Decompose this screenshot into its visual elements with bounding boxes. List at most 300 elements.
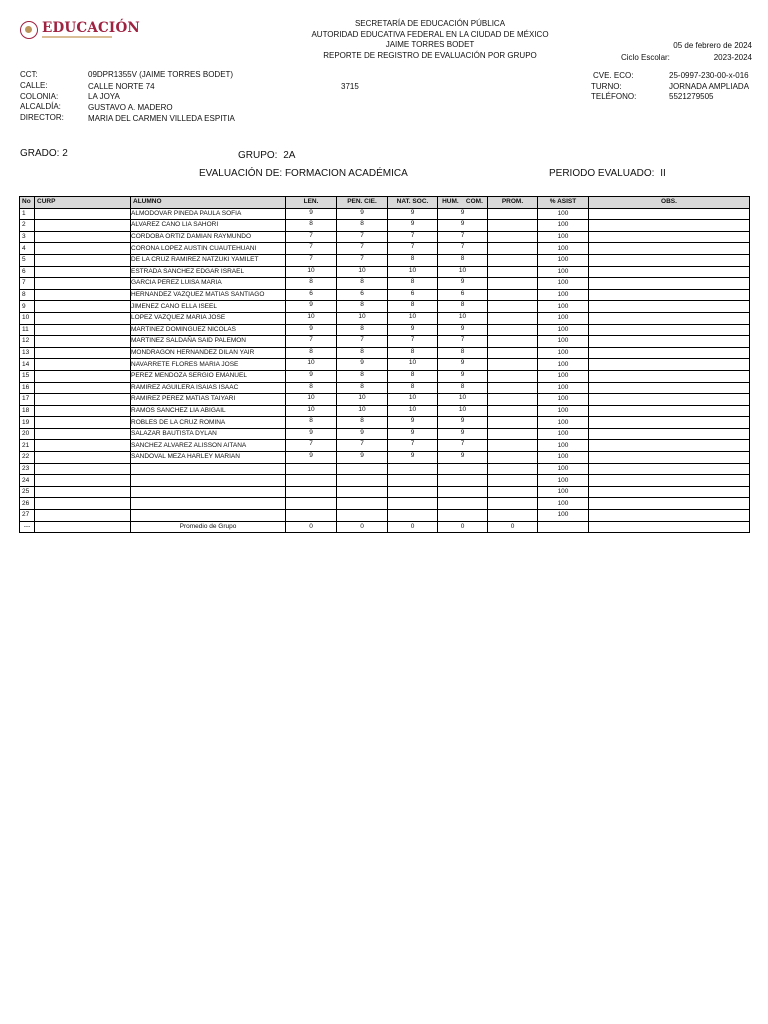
table-row: [20, 278, 750, 290]
evaluacion-value: FORMACION ACADÉMICA: [284, 168, 408, 179]
row-nat: 7: [388, 440, 438, 452]
row-len: [286, 475, 337, 487]
row-pen: 10: [337, 266, 388, 278]
row-len: 10: [286, 359, 337, 371]
table-row: [20, 359, 750, 371]
row-prom: [488, 394, 538, 406]
street-number: 3715: [341, 82, 359, 91]
table-row: [20, 510, 750, 522]
row-asist: 100: [538, 394, 589, 406]
row-asist: 100: [538, 417, 589, 429]
row-nat: 9: [388, 208, 438, 220]
row-hum: 10: [438, 394, 488, 406]
ciclo-label: Ciclo Escolar:: [621, 53, 670, 62]
col-len: LEN.: [286, 197, 337, 209]
row-curp: [35, 347, 131, 359]
row-no: 6: [20, 266, 35, 278]
row-pen: [337, 486, 388, 498]
row-obs: [589, 254, 750, 266]
row-hum: [438, 510, 488, 522]
row-asist: 100: [538, 220, 589, 232]
row-asist: 100: [538, 312, 589, 324]
row-alumno: ALMODOVAR PINEDA PAULA SOFIA: [131, 208, 286, 220]
row-hum: 8: [438, 382, 488, 394]
grupo-value: 2A: [283, 150, 296, 161]
table-row: [20, 463, 750, 475]
row-prom: [488, 301, 538, 313]
table-row: [20, 336, 750, 348]
grado-value: 2: [62, 148, 68, 159]
row-alumno: [131, 475, 286, 487]
row-asist: 100: [538, 510, 589, 522]
row-asist: 100: [538, 359, 589, 371]
row-len: 8: [286, 220, 337, 232]
row-prom: [488, 254, 538, 266]
row-obs: [589, 394, 750, 406]
colonia-value: LA JOYA: [88, 92, 120, 101]
cve-value: 25-0997-230-00-x-016: [669, 71, 749, 80]
alcaldia-value: GUSTAVO A. MADERO: [88, 103, 173, 112]
row-curp: [35, 336, 131, 348]
row-nat: 10: [388, 359, 438, 371]
row-no: 3: [20, 231, 35, 243]
row-curp: [35, 231, 131, 243]
row-no: 13: [20, 347, 35, 359]
footer-len: 0: [286, 521, 337, 533]
row-obs: [589, 289, 750, 301]
row-pen: 8: [337, 278, 388, 290]
row-hum: [438, 486, 488, 498]
row-pen: 7: [337, 254, 388, 266]
row-alumno: MARTINEZ DOMINGUEZ NICOLAS: [131, 324, 286, 336]
row-len: 8: [286, 278, 337, 290]
row-asist: 100: [538, 440, 589, 452]
row-curp: [35, 405, 131, 417]
row-asist: 100: [538, 324, 589, 336]
row-nat: 8: [388, 301, 438, 313]
row-len: 7: [286, 336, 337, 348]
header-line-3: JAIME TORRES BODET: [385, 40, 475, 49]
footer-label: Promedio de Grupo: [131, 521, 286, 533]
row-len: 9: [286, 208, 337, 220]
row-nat: 8: [388, 370, 438, 382]
director-value: MARIA DEL CARMEN VILLEDA ESPITIA: [88, 114, 235, 123]
row-curp: [35, 452, 131, 464]
row-asist: 100: [538, 475, 589, 487]
row-curp: [35, 486, 131, 498]
table-row: [20, 312, 750, 324]
footer-curp: [35, 521, 131, 533]
row-len: 8: [286, 382, 337, 394]
cct-value: 09DPR1355V (JAIME TORRES BODET): [88, 70, 234, 79]
row-curp: [35, 301, 131, 313]
table-row: [20, 301, 750, 313]
row-prom: [488, 463, 538, 475]
sep-logo: [20, 20, 140, 42]
row-curp: [35, 510, 131, 522]
row-no: 26: [20, 498, 35, 510]
cct-label: CCT:: [20, 70, 38, 79]
row-obs: [589, 475, 750, 487]
row-nat: 9: [388, 324, 438, 336]
ciclo-value: 2023-2024: [713, 53, 752, 62]
table-row: [20, 289, 750, 301]
row-prom: [488, 278, 538, 290]
header-line-1: SECRETARÍA DE EDUCACIÓN PÚBLICA: [354, 19, 506, 28]
row-no: 19: [20, 417, 35, 429]
row-asist: 100: [538, 428, 589, 440]
logo-underline: [42, 36, 112, 38]
row-alumno: CORONA LOPEZ AUSTIN CUAUTEHUANI: [131, 243, 286, 255]
row-asist: 100: [538, 382, 589, 394]
row-hum: 7: [438, 336, 488, 348]
row-alumno: JIMENEZ CANO ELLA ISEEL: [131, 301, 286, 313]
row-nat: 8: [388, 347, 438, 359]
row-pen: 8: [337, 301, 388, 313]
periodo-value: II: [660, 168, 666, 179]
row-alumno: SALAZAR BAUTISTA DYLAN: [131, 428, 286, 440]
col-prom: PROM.: [488, 197, 538, 209]
row-alumno: MONDRAGON HERNANDEZ DILAN YAIR: [131, 347, 286, 359]
row-pen: 9: [337, 208, 388, 220]
row-asist: 100: [538, 301, 589, 313]
row-no: 23: [20, 463, 35, 475]
row-no: 21: [20, 440, 35, 452]
row-obs: [589, 417, 750, 429]
row-obs: [589, 359, 750, 371]
row-prom: [488, 405, 538, 417]
row-no: 20: [20, 428, 35, 440]
row-len: [286, 498, 337, 510]
row-pen: 9: [337, 359, 388, 371]
row-pen: 7: [337, 440, 388, 452]
row-asist: 100: [538, 370, 589, 382]
row-no: 16: [20, 382, 35, 394]
row-hum: 9: [438, 370, 488, 382]
evaluacion-info: [199, 168, 408, 179]
row-nat: 9: [388, 220, 438, 232]
row-len: 6: [286, 289, 337, 301]
row-nat: 7: [388, 336, 438, 348]
row-no: 17: [20, 394, 35, 406]
row-hum: 10: [438, 266, 488, 278]
table-row: [20, 220, 750, 232]
row-alumno: PEREZ MENDOZA SERGIO EMANUEL: [131, 370, 286, 382]
row-prom: [488, 498, 538, 510]
row-alumno: [131, 463, 286, 475]
row-no: 4: [20, 243, 35, 255]
row-pen: 6: [337, 289, 388, 301]
table-header-row: [20, 197, 750, 209]
row-prom: [488, 475, 538, 487]
row-asist: 100: [538, 405, 589, 417]
row-nat: 9: [388, 452, 438, 464]
calle-value: CALLE NORTE 74: [88, 82, 155, 91]
row-nat: 7: [388, 243, 438, 255]
row-pen: 8: [337, 324, 388, 336]
row-alumno: LOPEZ VAZQUEZ MARIA JOSE: [131, 312, 286, 324]
row-hum: 9: [438, 324, 488, 336]
row-len: 8: [286, 347, 337, 359]
row-len: 7: [286, 243, 337, 255]
row-prom: [488, 289, 538, 301]
row-curp: [35, 498, 131, 510]
row-prom: [488, 208, 538, 220]
turno-label: TURNO:: [591, 82, 622, 91]
row-hum: 10: [438, 312, 488, 324]
row-curp: [35, 394, 131, 406]
table-row: [20, 452, 750, 464]
row-no: 12: [20, 336, 35, 348]
row-no: 7: [20, 278, 35, 290]
table-row: [20, 417, 750, 429]
row-pen: 10: [337, 312, 388, 324]
row-alumno: SANDOVAL MEZA HARLEY MARIAN: [131, 452, 286, 464]
col-nat-soc: NAT. SOC.: [388, 197, 438, 209]
row-obs: [589, 382, 750, 394]
footer-obs: [589, 521, 750, 533]
row-no: 5: [20, 254, 35, 266]
row-len: 10: [286, 394, 337, 406]
col-no: No: [20, 197, 35, 209]
row-len: 9: [286, 324, 337, 336]
footer-asist: [538, 521, 589, 533]
row-pen: 10: [337, 405, 388, 417]
row-asist: 100: [538, 231, 589, 243]
table-row: [20, 208, 750, 220]
row-pen: 8: [337, 382, 388, 394]
row-pen: 8: [337, 370, 388, 382]
table-row: [20, 254, 750, 266]
row-no: 25: [20, 486, 35, 498]
row-pen: [337, 498, 388, 510]
logo-text: EDUCACIÓN: [42, 20, 140, 36]
row-no: 1: [20, 208, 35, 220]
row-obs: [589, 220, 750, 232]
row-nat: [388, 486, 438, 498]
row-obs: [589, 336, 750, 348]
row-pen: 8: [337, 347, 388, 359]
telefono-value: 5521279505: [669, 92, 714, 101]
row-hum: 9: [438, 417, 488, 429]
row-hum: [438, 475, 488, 487]
row-pen: 9: [337, 428, 388, 440]
seal-icon: [20, 21, 38, 39]
col-obs: OBS.: [589, 197, 750, 209]
row-nat: 9: [388, 428, 438, 440]
row-no: 27: [20, 510, 35, 522]
row-alumno: MARTINEZ SALDAÑA SAID PALEMON: [131, 336, 286, 348]
row-nat: 7: [388, 231, 438, 243]
row-nat: 10: [388, 266, 438, 278]
col-hum-com: HUM. COM.: [438, 197, 488, 209]
row-len: 10: [286, 266, 337, 278]
row-no: 15: [20, 370, 35, 382]
row-obs: [589, 324, 750, 336]
telefono-label: TELÉFONO:: [591, 92, 637, 101]
row-prom: [488, 359, 538, 371]
row-prom: [488, 440, 538, 452]
row-asist: 100: [538, 336, 589, 348]
row-len: 9: [286, 301, 337, 313]
grado-info: [20, 148, 68, 159]
row-curp: [35, 312, 131, 324]
row-prom: [488, 336, 538, 348]
row-curp: [35, 278, 131, 290]
row-nat: 9: [388, 417, 438, 429]
row-no: 22: [20, 452, 35, 464]
row-alumno: ROBLES DE LA CRUZ ROMINA: [131, 417, 286, 429]
row-prom: [488, 452, 538, 464]
row-asist: 100: [538, 243, 589, 255]
row-alumno: RAMIREZ PEREZ MATIAS TAIYARI: [131, 394, 286, 406]
row-alumno: ESTRADA SANCHEZ EDGAR ISRAEL: [131, 266, 286, 278]
colonia-label: COLONIA:: [20, 92, 59, 101]
row-curp: [35, 220, 131, 232]
row-len: 10: [286, 405, 337, 417]
table-row: [20, 266, 750, 278]
row-pen: 10: [337, 394, 388, 406]
row-prom: [488, 370, 538, 382]
row-obs: [589, 498, 750, 510]
row-asist: 100: [538, 289, 589, 301]
row-nat: 10: [388, 405, 438, 417]
row-len: 8: [286, 417, 337, 429]
row-curp: [35, 359, 131, 371]
row-no: 18: [20, 405, 35, 417]
row-prom: [488, 347, 538, 359]
table-row: [20, 428, 750, 440]
row-obs: [589, 452, 750, 464]
row-curp: [35, 463, 131, 475]
row-alumno: RAMIREZ AGUILERA ISAIAS ISAAC: [131, 382, 286, 394]
row-asist: 100: [538, 266, 589, 278]
row-obs: [589, 486, 750, 498]
row-curp: [35, 382, 131, 394]
row-obs: [589, 370, 750, 382]
row-hum: 9: [438, 278, 488, 290]
row-obs: [589, 312, 750, 324]
row-prom: [488, 486, 538, 498]
row-alumno: ALVAREZ CANO LIA SAHORI: [131, 220, 286, 232]
director-label: DIRECTOR:: [20, 113, 64, 122]
row-alumno: HERNANDEZ VAZQUEZ MATIAS SANTIAGO: [131, 289, 286, 301]
row-pen: [337, 463, 388, 475]
row-prom: [488, 382, 538, 394]
grupo-label: GRUPO:: [238, 150, 278, 161]
row-obs: [589, 278, 750, 290]
row-pen: 7: [337, 243, 388, 255]
row-nat: [388, 510, 438, 522]
row-hum: 10: [438, 405, 488, 417]
calle-label: CALLE:: [20, 81, 48, 90]
row-curp: [35, 254, 131, 266]
table-row: [20, 231, 750, 243]
row-pen: [337, 510, 388, 522]
row-pen: [337, 475, 388, 487]
row-alumno: [131, 498, 286, 510]
row-len: [286, 486, 337, 498]
table-row: [20, 498, 750, 510]
row-no: 10: [20, 312, 35, 324]
row-alumno: NAVARRETE FLORES MARIA JOSE: [131, 359, 286, 371]
footer-pen: 0: [337, 521, 388, 533]
row-no: 14: [20, 359, 35, 371]
row-alumno: CORDOBA ORTIZ DAMIAN RAYMUNDO: [131, 231, 286, 243]
row-no: 2: [20, 220, 35, 232]
row-obs: [589, 428, 750, 440]
table-row: [20, 405, 750, 417]
row-no: 8: [20, 289, 35, 301]
row-obs: [589, 208, 750, 220]
row-nat: 6: [388, 289, 438, 301]
row-alumno: GARCIA PEREZ LUISA MARIA: [131, 278, 286, 290]
header-line-4: REPORTE DE REGISTRO DE EVALUACIÓN POR GRUPO: [323, 50, 537, 60]
row-curp: [35, 417, 131, 429]
row-curp: [35, 289, 131, 301]
footer-prom: 0: [488, 521, 538, 533]
row-curp: [35, 266, 131, 278]
row-hum: 7: [438, 243, 488, 255]
report-date: 05 de febrero de 2024: [673, 41, 752, 50]
row-hum: 9: [438, 208, 488, 220]
row-obs: [589, 440, 750, 452]
table-row: [20, 475, 750, 487]
row-prom: [488, 510, 538, 522]
row-prom: [488, 243, 538, 255]
grades-table: [19, 196, 750, 533]
table-row: [20, 440, 750, 452]
table-row: [20, 486, 750, 498]
row-hum: 7: [438, 440, 488, 452]
row-no: 9: [20, 301, 35, 313]
row-hum: 9: [438, 452, 488, 464]
footer-hum: 0: [438, 521, 488, 533]
row-no: 24: [20, 475, 35, 487]
row-asist: 100: [538, 452, 589, 464]
row-pen: 7: [337, 336, 388, 348]
row-no: 11: [20, 324, 35, 336]
row-curp: [35, 475, 131, 487]
row-obs: [589, 266, 750, 278]
row-curp: [35, 208, 131, 220]
row-hum: [438, 463, 488, 475]
row-nat: [388, 475, 438, 487]
row-curp: [35, 324, 131, 336]
row-hum: 8: [438, 347, 488, 359]
row-len: 10: [286, 312, 337, 324]
row-nat: 10: [388, 312, 438, 324]
row-asist: 100: [538, 498, 589, 510]
col-alumno: ALUMNO: [131, 197, 286, 209]
table-row: [20, 324, 750, 336]
row-prom: [488, 417, 538, 429]
col-curp: CURP: [35, 197, 131, 209]
row-nat: 8: [388, 278, 438, 290]
row-obs: [589, 463, 750, 475]
row-alumno: [131, 486, 286, 498]
evaluacion-label: EVALUACIÓN DE:: [199, 168, 283, 179]
col-pen-cie: PEN. CIE.: [337, 197, 388, 209]
row-obs: [589, 301, 750, 313]
row-len: 9: [286, 452, 337, 464]
turno-value: JORNADA AMPLIADA: [669, 82, 750, 91]
row-len: 7: [286, 440, 337, 452]
row-asist: 100: [538, 463, 589, 475]
row-curp: [35, 243, 131, 255]
row-asist: 100: [538, 278, 589, 290]
row-curp: [35, 428, 131, 440]
